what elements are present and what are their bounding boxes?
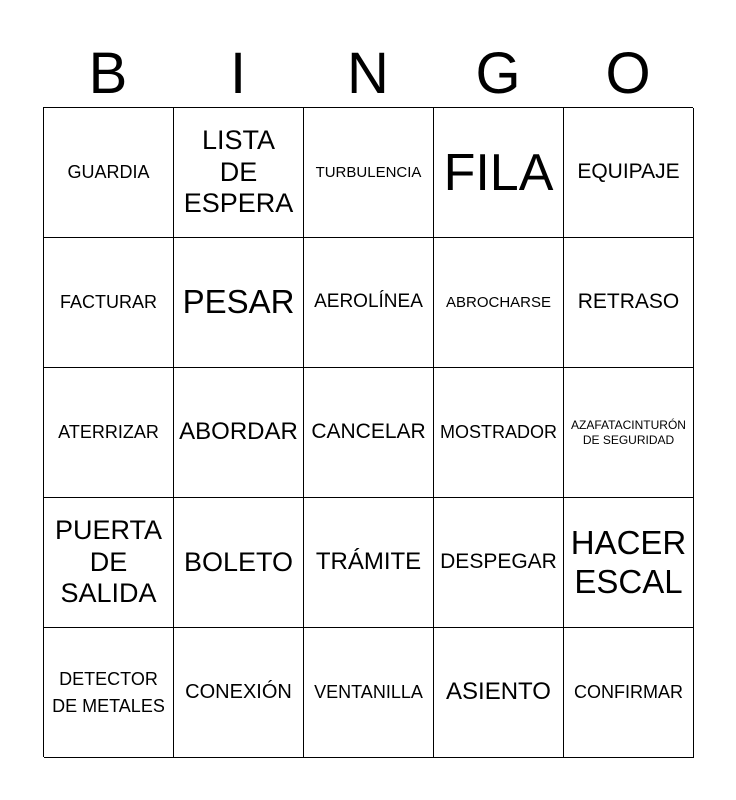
bingo-cell[interactable] [434, 238, 564, 368]
bingo-cell[interactable] [304, 498, 434, 628]
bingo-cell[interactable] [564, 108, 694, 238]
bingo-cell[interactable] [564, 368, 694, 498]
bingo-cell[interactable] [44, 368, 174, 498]
header-letter-i: I [229, 41, 247, 106]
bingo-cell[interactable] [44, 628, 174, 758]
bingo-cell[interactable] [304, 108, 434, 238]
bingo-header [43, 40, 693, 108]
bingo-cell[interactable] [44, 238, 174, 368]
header-letter-o: O [605, 41, 651, 106]
bingo-cell[interactable] [44, 498, 174, 628]
bingo-cell[interactable] [564, 498, 694, 628]
cell-label: FACTURAR [59, 291, 157, 312]
cell-label: DESPEGAR [440, 550, 557, 574]
cell-label: AZAFATACINTURÓN DE SEGURIDAD [571, 418, 686, 447]
cell-label: PESAR [182, 283, 295, 321]
cell-label: TURBULENCIA [315, 163, 422, 181]
cell-label: LISTA DE ESPERA [183, 125, 294, 219]
bingo-cell[interactable] [44, 108, 174, 238]
bingo-cell[interactable] [174, 238, 304, 368]
bingo-cell[interactable] [174, 368, 304, 498]
cell-label: GUARDIA [67, 161, 150, 182]
bingo-cell[interactable] [304, 368, 434, 498]
cell-label: MOSTRADOR [440, 421, 557, 442]
cell-label: FILA [443, 143, 554, 202]
header-letter-b: B [88, 41, 128, 106]
cell-label: RETRASO [577, 290, 680, 314]
bingo-card-grid [43, 107, 693, 757]
bingo-cell[interactable] [434, 628, 564, 758]
bingo-cell[interactable] [564, 238, 694, 368]
cell-label: EQUIPAJE [577, 160, 680, 184]
bingo-cell[interactable] [564, 628, 694, 758]
cell-label: CONEXIÓN [185, 680, 292, 703]
cell-label: ABROCHARSE [445, 293, 552, 311]
bingo-cell[interactable] [304, 628, 434, 758]
cell-label: ATERRIZAR [58, 421, 159, 442]
bingo-cell[interactable] [174, 108, 304, 238]
bingo-cell[interactable] [304, 238, 434, 368]
bingo-cell[interactable] [174, 498, 304, 628]
bingo-cell[interactable] [174, 628, 304, 758]
cell-label: PUERTA DE SALIDA [54, 515, 163, 609]
cell-label: HACER ESCAL [570, 523, 687, 600]
cell-label: CANCELAR [311, 420, 426, 444]
cell-label: VENTANILLA [314, 681, 423, 702]
header-letter-g: G [475, 41, 521, 106]
cell-label: TRÁMITE [315, 548, 422, 576]
header-letter-n: N [347, 41, 389, 106]
bingo-cell[interactable] [434, 498, 564, 628]
cell-label: DETECTOR DE METALES [52, 669, 165, 716]
cell-label: BOLETO [183, 546, 294, 577]
cell-label: CONFIRMAR [574, 681, 683, 702]
bingo-cell[interactable] [434, 108, 564, 238]
cell-label: ASIENTO [446, 678, 551, 706]
cell-label: AEROLÍNEA [314, 291, 423, 313]
bingo-cell[interactable] [434, 368, 564, 498]
cell-label: ABORDAR [179, 418, 298, 446]
